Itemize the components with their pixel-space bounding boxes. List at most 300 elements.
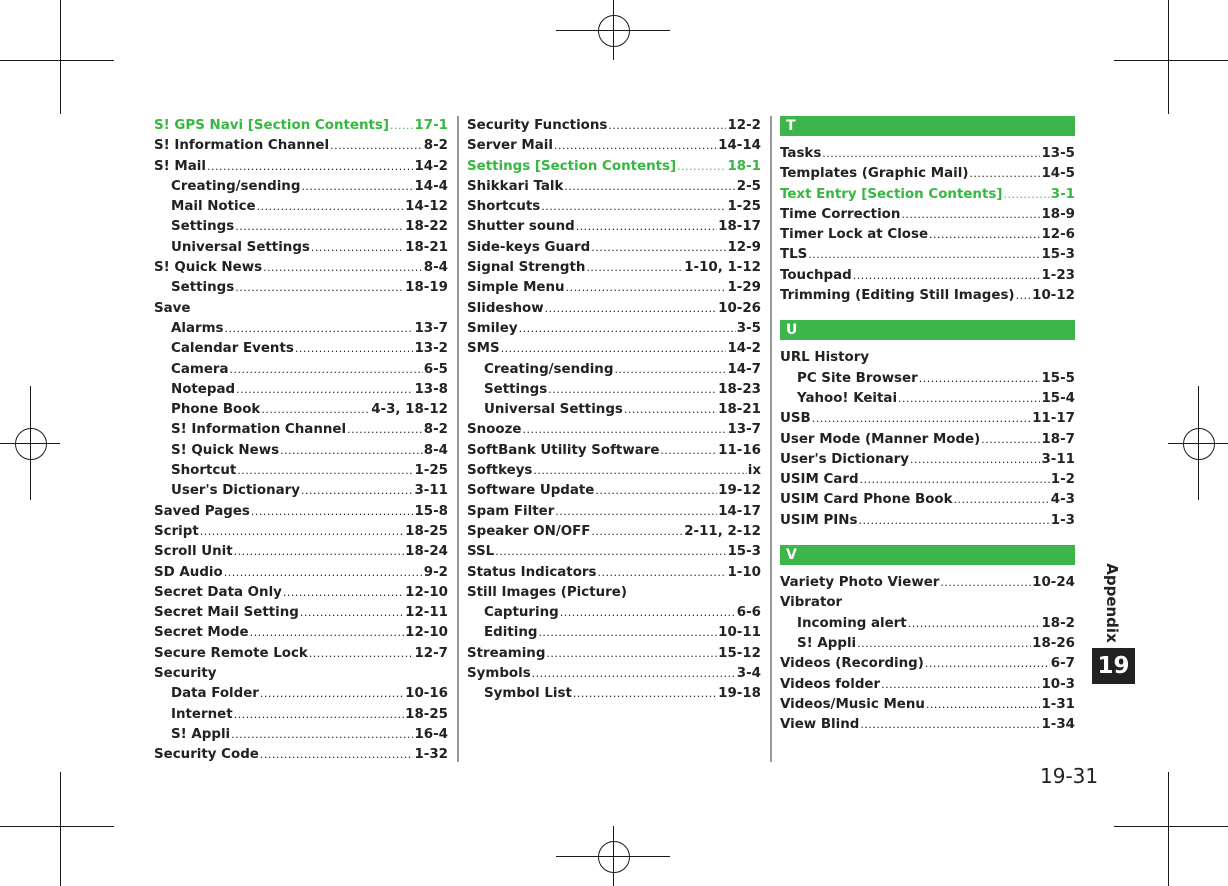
index-subentry xyxy=(154,360,448,380)
entry-term: Calendar Events xyxy=(171,341,294,357)
entry-page-ref: 10-11 xyxy=(718,625,761,641)
index-subentry xyxy=(780,614,1075,634)
entry-term: Symbol List xyxy=(484,686,572,702)
index-entry xyxy=(780,430,1075,450)
entry-term: View Blind xyxy=(780,717,860,733)
dot-leader xyxy=(545,299,718,319)
index-subentry xyxy=(154,339,448,359)
index-entry xyxy=(780,470,1075,490)
index-entry xyxy=(467,136,761,156)
dot-leader xyxy=(624,400,717,420)
entry-term: Phone Book xyxy=(171,402,261,418)
dot-leader xyxy=(237,461,413,481)
dot-leader xyxy=(908,614,1041,634)
entry-term: Save xyxy=(154,300,191,316)
entry-page-ref: 1-3 xyxy=(1050,512,1075,528)
entry-term: Settings [Section Contents] xyxy=(467,158,677,174)
index-entry xyxy=(780,511,1075,531)
dot-leader xyxy=(591,238,726,258)
entry-page-ref: 14-2 xyxy=(727,341,761,357)
entry-term: Editing xyxy=(484,625,538,641)
index-entry xyxy=(154,603,448,623)
index-entry xyxy=(780,266,1075,286)
entry-term: USIM Card xyxy=(780,472,859,488)
appendix-word: Appendix xyxy=(1103,563,1121,643)
entry-page-ref: 18-21 xyxy=(405,239,448,255)
dot-leader xyxy=(608,116,726,136)
entry-term: Snooze xyxy=(467,422,522,438)
dot-leader xyxy=(295,339,414,359)
entry-term: Templates (Graphic Mail) xyxy=(780,166,969,182)
entry-page-ref: 18-23 xyxy=(718,381,761,397)
section-gap xyxy=(780,306,1075,320)
entry-term: Security Code xyxy=(154,747,259,763)
entry-page-ref: 15-4 xyxy=(1041,390,1075,406)
entry-page-ref: 1-10 xyxy=(727,564,761,580)
section-spacer xyxy=(780,136,1075,144)
entry-term: Shikkari Talk xyxy=(467,178,564,194)
entry-term: Script xyxy=(154,523,199,539)
dot-leader xyxy=(330,136,423,156)
entry-term: Trimming (Editing Still Images) xyxy=(780,288,1015,304)
index-entry xyxy=(780,185,1075,205)
dot-leader xyxy=(564,177,735,197)
index-column-2 xyxy=(467,116,761,705)
dot-leader xyxy=(1003,185,1049,205)
entry-term: Mail Notice xyxy=(171,199,256,215)
entry-page-ref: 14-12 xyxy=(405,199,448,215)
entry-page-ref: 13-2 xyxy=(414,341,448,357)
dot-leader xyxy=(390,116,414,136)
index-subentry xyxy=(154,380,448,400)
entry-page-ref: 1-34 xyxy=(1041,717,1075,733)
dot-leader xyxy=(263,258,423,278)
dot-leader xyxy=(1016,286,1032,306)
entry-term: Alarms xyxy=(171,320,224,336)
entry-term: S! Information Channel xyxy=(154,138,330,154)
dot-leader xyxy=(555,502,717,522)
index-entry xyxy=(780,225,1075,245)
index-entry xyxy=(467,441,761,461)
dot-leader xyxy=(910,450,1040,470)
index-subentry xyxy=(467,380,761,400)
entry-page-ref: 18-26 xyxy=(1032,635,1075,651)
entry-term: Security xyxy=(154,666,217,682)
entry-term: Settings xyxy=(484,381,548,397)
index-subentry xyxy=(780,389,1075,409)
entry-term: Creating/sending xyxy=(484,361,614,377)
entry-term: Signal Strength xyxy=(467,260,586,276)
index-entry xyxy=(154,542,448,562)
index-entry xyxy=(467,563,761,583)
column-divider xyxy=(770,116,772,762)
index-subentry xyxy=(467,623,761,643)
dot-leader xyxy=(495,542,726,562)
entry-term: Videos (Recording) xyxy=(780,656,924,672)
entry-page-ref: 10-12 xyxy=(1032,288,1075,304)
entry-page-ref: 4-3, 18-12 xyxy=(371,402,448,418)
entry-term: Side-keys Guard xyxy=(467,239,591,255)
entry-term: Yahoo! Keitai xyxy=(797,390,898,406)
entry-term: S! Quick News xyxy=(154,260,263,276)
index-subentry xyxy=(154,705,448,725)
index-entry xyxy=(780,695,1075,715)
entry-page-ref: 8-4 xyxy=(423,442,448,458)
index-column-3 xyxy=(780,116,1075,735)
entry-term: URL History xyxy=(780,350,870,366)
entry-term: Secure Remote Lock xyxy=(154,645,308,661)
index-subentry xyxy=(154,238,448,258)
entry-page-ref: 16-4 xyxy=(414,726,448,742)
entry-page-ref: 10-24 xyxy=(1032,575,1075,591)
entry-page-ref: 12-6 xyxy=(1041,227,1075,243)
entry-term: Softkeys xyxy=(467,463,533,479)
index-entry xyxy=(154,623,448,643)
section-letter-header: V xyxy=(780,545,1075,565)
index-entry xyxy=(467,299,761,319)
dot-leader xyxy=(250,623,405,643)
section-letter-header: U xyxy=(780,320,1075,340)
index-entry xyxy=(467,116,761,136)
dot-leader xyxy=(981,430,1040,450)
entry-term: User's Dictionary xyxy=(171,483,300,499)
entry-term: SMS xyxy=(467,341,500,357)
index-entry xyxy=(467,177,761,197)
entry-term: Still Images (Picture) xyxy=(467,584,627,600)
index-entry xyxy=(780,205,1075,225)
dot-leader xyxy=(235,278,404,298)
dot-leader xyxy=(591,522,683,542)
entry-term: Shortcut xyxy=(171,463,237,479)
entry-term: Tasks xyxy=(780,146,822,161)
entry-page-ref: 18-21 xyxy=(718,402,761,418)
page-number: 19-31 xyxy=(1040,764,1099,788)
entry-page-ref: 11-16 xyxy=(718,442,761,458)
index-entry xyxy=(780,164,1075,184)
index-subentry xyxy=(780,634,1075,654)
section-spacer xyxy=(780,340,1075,348)
dot-leader xyxy=(548,380,717,400)
index-entry xyxy=(780,593,1075,613)
entry-term: Security Functions xyxy=(467,118,608,133)
entry-page-ref: 8-4 xyxy=(423,260,448,276)
index-entry xyxy=(154,116,448,136)
entry-term: USIM PINs xyxy=(780,512,858,528)
index-entry xyxy=(154,563,448,583)
entry-page-ref: 11-17 xyxy=(1032,411,1075,427)
entry-term: Streaming xyxy=(467,645,546,661)
index-entry xyxy=(780,675,1075,695)
entry-page-ref: 12-7 xyxy=(414,645,448,661)
entry-page-ref: 3-5 xyxy=(736,320,761,336)
entry-page-ref: 18-9 xyxy=(1041,206,1075,222)
dot-leader xyxy=(234,705,405,725)
dot-leader xyxy=(234,542,405,562)
entry-page-ref: 3-1 xyxy=(1050,186,1075,202)
index-subentry xyxy=(467,684,761,704)
entry-term: Text Entry [Section Contents] xyxy=(780,186,1003,202)
entry-term: Incoming alert xyxy=(797,615,907,631)
entry-page-ref: 18-25 xyxy=(405,523,448,539)
entry-term: Timer Lock at Close xyxy=(780,227,929,243)
dot-leader xyxy=(925,654,1050,674)
entry-term: Software Update xyxy=(467,483,595,499)
index-entry xyxy=(467,278,761,298)
entry-term: Time Correction xyxy=(780,206,901,222)
entry-page-ref: 12-11 xyxy=(405,605,448,621)
dot-leader xyxy=(677,157,726,177)
index-entry xyxy=(154,136,448,156)
entry-term: S! Appli xyxy=(797,635,857,651)
index-entry xyxy=(780,348,1075,368)
entry-term: S! Quick News xyxy=(171,442,280,458)
index-column-1 xyxy=(154,116,448,766)
dot-leader xyxy=(532,664,736,684)
dot-leader xyxy=(230,360,423,380)
entry-page-ref: 14-14 xyxy=(718,138,761,154)
entry-term: Saved Pages xyxy=(154,503,250,519)
dot-leader xyxy=(901,205,1040,225)
dot-leader xyxy=(300,603,404,623)
entry-term: Scroll Unit xyxy=(154,544,233,560)
entry-term: S! GPS Navi [Section Contents] xyxy=(154,118,389,133)
entry-page-ref: 9-2 xyxy=(423,564,448,580)
dot-leader xyxy=(919,369,1041,389)
entry-page-ref: 13-7 xyxy=(727,422,761,438)
dot-leader xyxy=(231,725,413,745)
entry-term: Camera xyxy=(171,361,229,377)
dot-leader xyxy=(926,695,1041,715)
entry-term: Touchpad xyxy=(780,267,852,283)
entry-term: Shutter sound xyxy=(467,219,575,235)
entry-page-ref: 12-9 xyxy=(727,239,761,255)
entry-page-ref: 1-2 xyxy=(1050,472,1075,488)
index-entry xyxy=(467,217,761,237)
entry-page-ref: 10-16 xyxy=(405,686,448,702)
index-subentry xyxy=(154,461,448,481)
dot-leader xyxy=(860,470,1050,490)
entry-page-ref: 18-22 xyxy=(405,219,448,235)
index-entry xyxy=(467,157,761,177)
column-divider xyxy=(457,116,459,762)
entry-term: User Mode (Manner Mode) xyxy=(780,431,981,447)
entry-page-ref: 15-5 xyxy=(1041,370,1075,386)
dot-leader xyxy=(586,258,683,278)
index-entry xyxy=(467,664,761,684)
entry-page-ref: 14-17 xyxy=(718,503,761,519)
index-subentry xyxy=(780,369,1075,389)
entry-page-ref: 19-12 xyxy=(718,483,761,499)
entry-term: Vibrator xyxy=(780,595,843,611)
index-entry xyxy=(467,258,761,278)
entry-term: Symbols xyxy=(467,666,531,682)
entry-page-ref: 12-10 xyxy=(405,584,448,600)
dot-leader xyxy=(881,675,1040,695)
index-subentry xyxy=(154,684,448,704)
entry-term: SSL xyxy=(467,544,495,560)
dot-leader xyxy=(251,502,414,522)
entry-page-ref: 1-10, 1-12 xyxy=(684,260,761,276)
dot-leader xyxy=(573,684,717,704)
chapter-number-badge: 19 xyxy=(1092,648,1135,684)
index-entry xyxy=(467,522,761,542)
section-spacer xyxy=(780,565,1075,573)
entry-page-ref: 13-5 xyxy=(1041,146,1075,161)
entry-term: PC Site Browser xyxy=(797,370,918,386)
index-entry xyxy=(467,339,761,359)
index-subentry xyxy=(154,441,448,461)
dot-leader xyxy=(576,217,717,237)
entry-term: USIM Card Phone Book xyxy=(780,492,953,508)
entry-page-ref: 15-3 xyxy=(1041,247,1075,263)
index-entry xyxy=(467,542,761,562)
index-entry xyxy=(467,197,761,217)
entry-page-ref: 14-4 xyxy=(414,178,448,194)
index-subentry xyxy=(154,278,448,298)
entry-page-ref: 19-18 xyxy=(718,686,761,702)
entry-page-ref: 10-3 xyxy=(1041,676,1075,692)
index-entry xyxy=(780,245,1075,265)
dot-leader xyxy=(822,144,1040,164)
entry-page-ref: 14-2 xyxy=(414,158,448,174)
entry-term: Secret Data Only xyxy=(154,584,282,600)
entry-term: Videos/Music Menu xyxy=(780,696,925,712)
index-subentry xyxy=(154,481,448,501)
entry-page-ref: 8-2 xyxy=(423,138,448,154)
dot-leader xyxy=(301,177,413,197)
dot-leader xyxy=(598,563,727,583)
entry-page-ref: 1-32 xyxy=(414,747,448,763)
index-entry xyxy=(154,644,448,664)
dot-leader xyxy=(857,634,1031,654)
appendix-side-label xyxy=(1092,560,1132,646)
entry-term: Universal Settings xyxy=(171,239,310,255)
entry-page-ref: 3-11 xyxy=(1041,451,1075,467)
entry-term: Secret Mode xyxy=(154,625,249,641)
dot-leader xyxy=(566,278,727,298)
dot-leader xyxy=(546,644,717,664)
entry-page-ref: 6-5 xyxy=(423,361,448,377)
dot-leader xyxy=(660,441,717,461)
index-subentry xyxy=(154,197,448,217)
section-letter-header: T xyxy=(780,116,1075,136)
index-entry xyxy=(780,490,1075,510)
entry-page-ref: 1-29 xyxy=(727,280,761,296)
entry-page-ref: 12-2 xyxy=(727,118,761,133)
dot-leader xyxy=(260,684,404,704)
entry-page-ref: 18-19 xyxy=(405,280,448,296)
entry-term: Slideshow xyxy=(467,300,544,316)
dot-leader xyxy=(224,563,423,583)
entry-term: SoftBank Utility Software xyxy=(467,442,660,458)
index-subentry xyxy=(154,217,448,237)
entry-term: User's Dictionary xyxy=(780,451,909,467)
index-subentry xyxy=(154,420,448,440)
dot-leader xyxy=(311,238,404,258)
entry-page-ref: 4-3 xyxy=(1050,492,1075,508)
entry-term: Universal Settings xyxy=(484,402,623,418)
index-entry xyxy=(467,583,761,603)
entry-page-ref: 10-26 xyxy=(718,300,761,316)
dot-leader xyxy=(347,420,423,440)
index-entry xyxy=(154,745,448,765)
entry-page-ref: 13-8 xyxy=(414,381,448,397)
entry-term: TLS xyxy=(780,247,808,263)
index-subentry xyxy=(154,725,448,745)
dot-leader xyxy=(812,409,1031,429)
index-entry xyxy=(467,461,761,481)
dot-leader xyxy=(236,380,413,400)
dot-leader xyxy=(898,389,1040,409)
dot-leader xyxy=(554,136,717,156)
entry-term: Smiley xyxy=(467,320,518,336)
entry-page-ref: 15-3 xyxy=(727,544,761,560)
entry-term: Speaker ON/OFF xyxy=(467,523,591,539)
dot-leader xyxy=(954,490,1050,510)
dot-leader xyxy=(595,481,717,501)
dot-leader xyxy=(260,745,414,765)
dot-leader xyxy=(541,197,726,217)
index-subentry xyxy=(467,360,761,380)
index-entry xyxy=(780,144,1075,164)
dot-leader xyxy=(200,522,404,542)
dot-leader xyxy=(860,715,1040,735)
index-entry xyxy=(467,319,761,339)
dot-leader xyxy=(940,573,1031,593)
entry-page-ref: 3-11 xyxy=(414,483,448,499)
entry-term: Videos folder xyxy=(780,676,881,692)
index-entry xyxy=(780,286,1075,306)
index-entry xyxy=(154,299,448,319)
index-entry xyxy=(780,654,1075,674)
entry-term: Settings xyxy=(171,280,235,296)
entry-term: Simple Menu xyxy=(467,280,565,296)
entry-term: USB xyxy=(780,411,811,427)
dot-leader xyxy=(280,441,423,461)
entry-page-ref: 1-31 xyxy=(1041,696,1075,712)
index-subentry xyxy=(467,400,761,420)
index-entry xyxy=(467,481,761,501)
dot-leader xyxy=(301,481,413,501)
dot-leader xyxy=(207,157,414,177)
entry-page-ref: 8-2 xyxy=(423,422,448,438)
dot-leader xyxy=(929,225,1040,245)
entry-page-ref: 17-1 xyxy=(414,118,448,133)
index-entry xyxy=(780,450,1075,470)
dot-leader xyxy=(519,319,736,339)
entry-page-ref: 1-25 xyxy=(727,199,761,215)
entry-page-ref: 3-4 xyxy=(736,666,761,682)
dot-leader xyxy=(257,197,405,217)
entry-page-ref: 18-17 xyxy=(718,219,761,235)
entry-term: Server Mail xyxy=(467,138,553,154)
index-entry xyxy=(154,258,448,278)
entry-page-ref: 14-7 xyxy=(727,361,761,377)
dot-leader xyxy=(261,400,370,420)
dot-leader xyxy=(614,360,726,380)
entry-page-ref: 18-1 xyxy=(727,158,761,174)
entry-term: Shortcuts xyxy=(467,199,541,215)
dot-leader xyxy=(853,266,1041,286)
dot-leader xyxy=(225,319,414,339)
dot-leader xyxy=(808,245,1040,265)
dot-leader xyxy=(235,217,404,237)
entry-term: Variety Photo Viewer xyxy=(780,575,940,591)
entry-page-ref: 2-5 xyxy=(736,178,761,194)
index-entry xyxy=(467,644,761,664)
dot-leader xyxy=(283,583,404,603)
entry-term: Capturing xyxy=(484,605,559,621)
